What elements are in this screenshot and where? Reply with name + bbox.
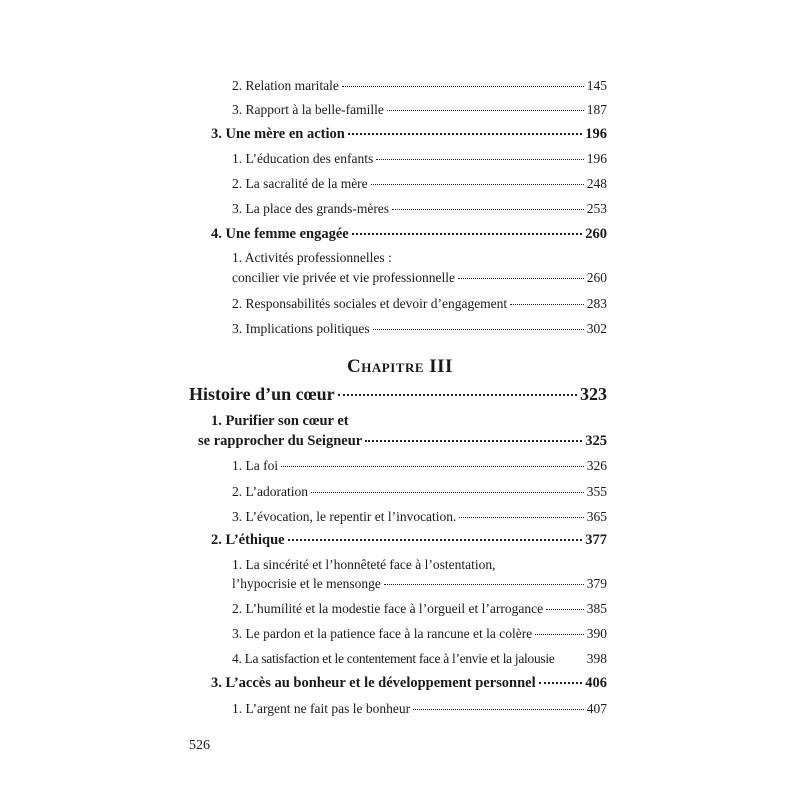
dot-leader	[352, 233, 583, 235]
toc-section	[0, 126, 800, 150]
toc-entry	[0, 102, 800, 126]
toc-entry	[0, 151, 800, 175]
toc-entry	[0, 651, 800, 675]
toc-entry-page: 253	[586, 201, 607, 216]
toc-section-title: 3. L’accès au bonheur et le développement personnel	[211, 675, 536, 691]
toc-entry-title: 3. Implications politiques	[232, 321, 370, 336]
toc-entry-title: 3. Le pardon et la patience face à la rancune et la colère	[232, 626, 533, 641]
dot-leader	[413, 709, 584, 710]
toc-entry-title: 3. La place des grands-mères	[232, 201, 390, 216]
toc-section	[0, 532, 800, 556]
dot-leader	[311, 492, 584, 493]
toc-entry-page: 326	[586, 458, 607, 473]
toc-entry-title: 2. L’adoration	[232, 484, 308, 499]
page-number: 526	[189, 738, 210, 753]
toc-part	[0, 384, 800, 412]
toc-section-title: se rapprocher du Seigneur	[198, 433, 363, 449]
dot-leader	[371, 184, 584, 185]
toc-section-page: 325	[585, 433, 607, 449]
toc-entry-page: 407	[586, 701, 607, 716]
dot-leader	[546, 609, 584, 610]
toc-section-title: 2. L’éthique	[211, 532, 285, 548]
dot-leader	[376, 159, 584, 160]
toc-entry	[0, 601, 800, 625]
toc-entry	[0, 78, 800, 102]
toc-section-title-line1: 1. Purifier son cœur et	[211, 413, 349, 429]
toc-entry-title: 1. La foi	[232, 458, 279, 473]
toc-entry	[0, 321, 800, 345]
toc-entry	[0, 296, 800, 320]
toc-section-page: 406	[585, 675, 607, 691]
dot-leader	[373, 329, 584, 330]
toc-entry-title: 2. Relation maritale	[232, 78, 339, 93]
toc-entry	[0, 458, 800, 482]
toc-section	[0, 675, 800, 699]
toc-entry-page: 260	[586, 270, 607, 285]
toc-part-title: Histoire d’un cœur	[189, 384, 335, 404]
dot-leader	[338, 394, 577, 396]
toc-section-page: 196	[585, 126, 607, 142]
toc-entry	[0, 250, 800, 294]
toc-entry-title: concilier vie privée et vie professionnelle	[232, 270, 456, 285]
toc-entry-title: 3. Rapport à la belle-famille	[232, 102, 384, 117]
dot-leader	[384, 584, 584, 585]
toc-entry-title: l’hypocrisie et le mensonge	[232, 576, 381, 591]
dot-leader	[365, 440, 582, 442]
toc-part-page: 323	[580, 384, 607, 404]
toc-entry	[0, 701, 800, 725]
dot-leader	[510, 304, 584, 305]
chapter-heading: Chapitre III	[347, 356, 453, 377]
toc-section-title: 4. Une femme engagée	[211, 226, 349, 242]
dot-leader	[288, 539, 583, 541]
toc-entry-page: 248	[586, 176, 607, 191]
toc-entry-page: 145	[586, 78, 607, 93]
toc-entry	[0, 557, 800, 601]
toc-entry	[0, 509, 800, 533]
toc-section	[0, 226, 800, 250]
toc-entry-title-line1: 1. La sincérité et l’honnêteté face à l’ostentation,	[232, 557, 496, 572]
toc-entry-title: 1. L’argent ne fait pas le bonheur	[232, 701, 411, 716]
toc-entry-page: 365	[586, 509, 607, 524]
toc-entry	[0, 201, 800, 225]
toc-entry-page: 283	[586, 296, 607, 311]
toc-entry-page: 196	[586, 151, 607, 166]
toc-section	[0, 413, 800, 457]
toc-entry-title: 1. L’éducation des enfants	[232, 151, 374, 166]
dot-leader	[387, 110, 584, 111]
toc-section-title: 3. Une mère en action	[211, 126, 345, 142]
dot-leader	[539, 682, 583, 684]
dot-leader	[459, 517, 583, 518]
toc-entry-title: 3. L’évocation, le repentir et l’invocation.	[232, 509, 457, 524]
toc-entry-title: 2. Responsabilités sociales et devoir d’engagement	[232, 296, 508, 311]
dot-leader	[348, 133, 582, 135]
toc-entry	[0, 484, 800, 508]
toc-entry-title: 2. L’humilité et la modestie face à l’orgueil et l’arrogance	[232, 601, 544, 616]
toc-entry-title: 2. La sacralité de la mère	[232, 176, 368, 191]
toc-entry-title: 4. La satisfaction et le contentement face à l’envie et la jalousie	[232, 651, 555, 666]
toc-entry-page: 379	[586, 576, 607, 591]
dot-leader	[342, 86, 584, 87]
toc-entry-page: 355	[586, 484, 607, 499]
toc-entry	[0, 176, 800, 200]
toc-entry-title-line1: 1. Activités professionnelles :	[232, 250, 392, 265]
toc-entry-page: 398	[586, 651, 607, 666]
toc-entry-page: 302	[586, 321, 607, 336]
dot-leader	[458, 278, 584, 279]
toc-section-page: 260	[585, 226, 607, 242]
toc-entry-page: 187	[586, 102, 607, 117]
dot-leader	[535, 634, 584, 635]
toc-entry-page: 390	[586, 626, 607, 641]
toc-entry-page: 385	[586, 601, 607, 616]
dot-leader	[281, 466, 584, 467]
toc-entry	[0, 626, 800, 650]
toc-section-page: 377	[585, 532, 607, 548]
dot-leader	[392, 209, 584, 210]
